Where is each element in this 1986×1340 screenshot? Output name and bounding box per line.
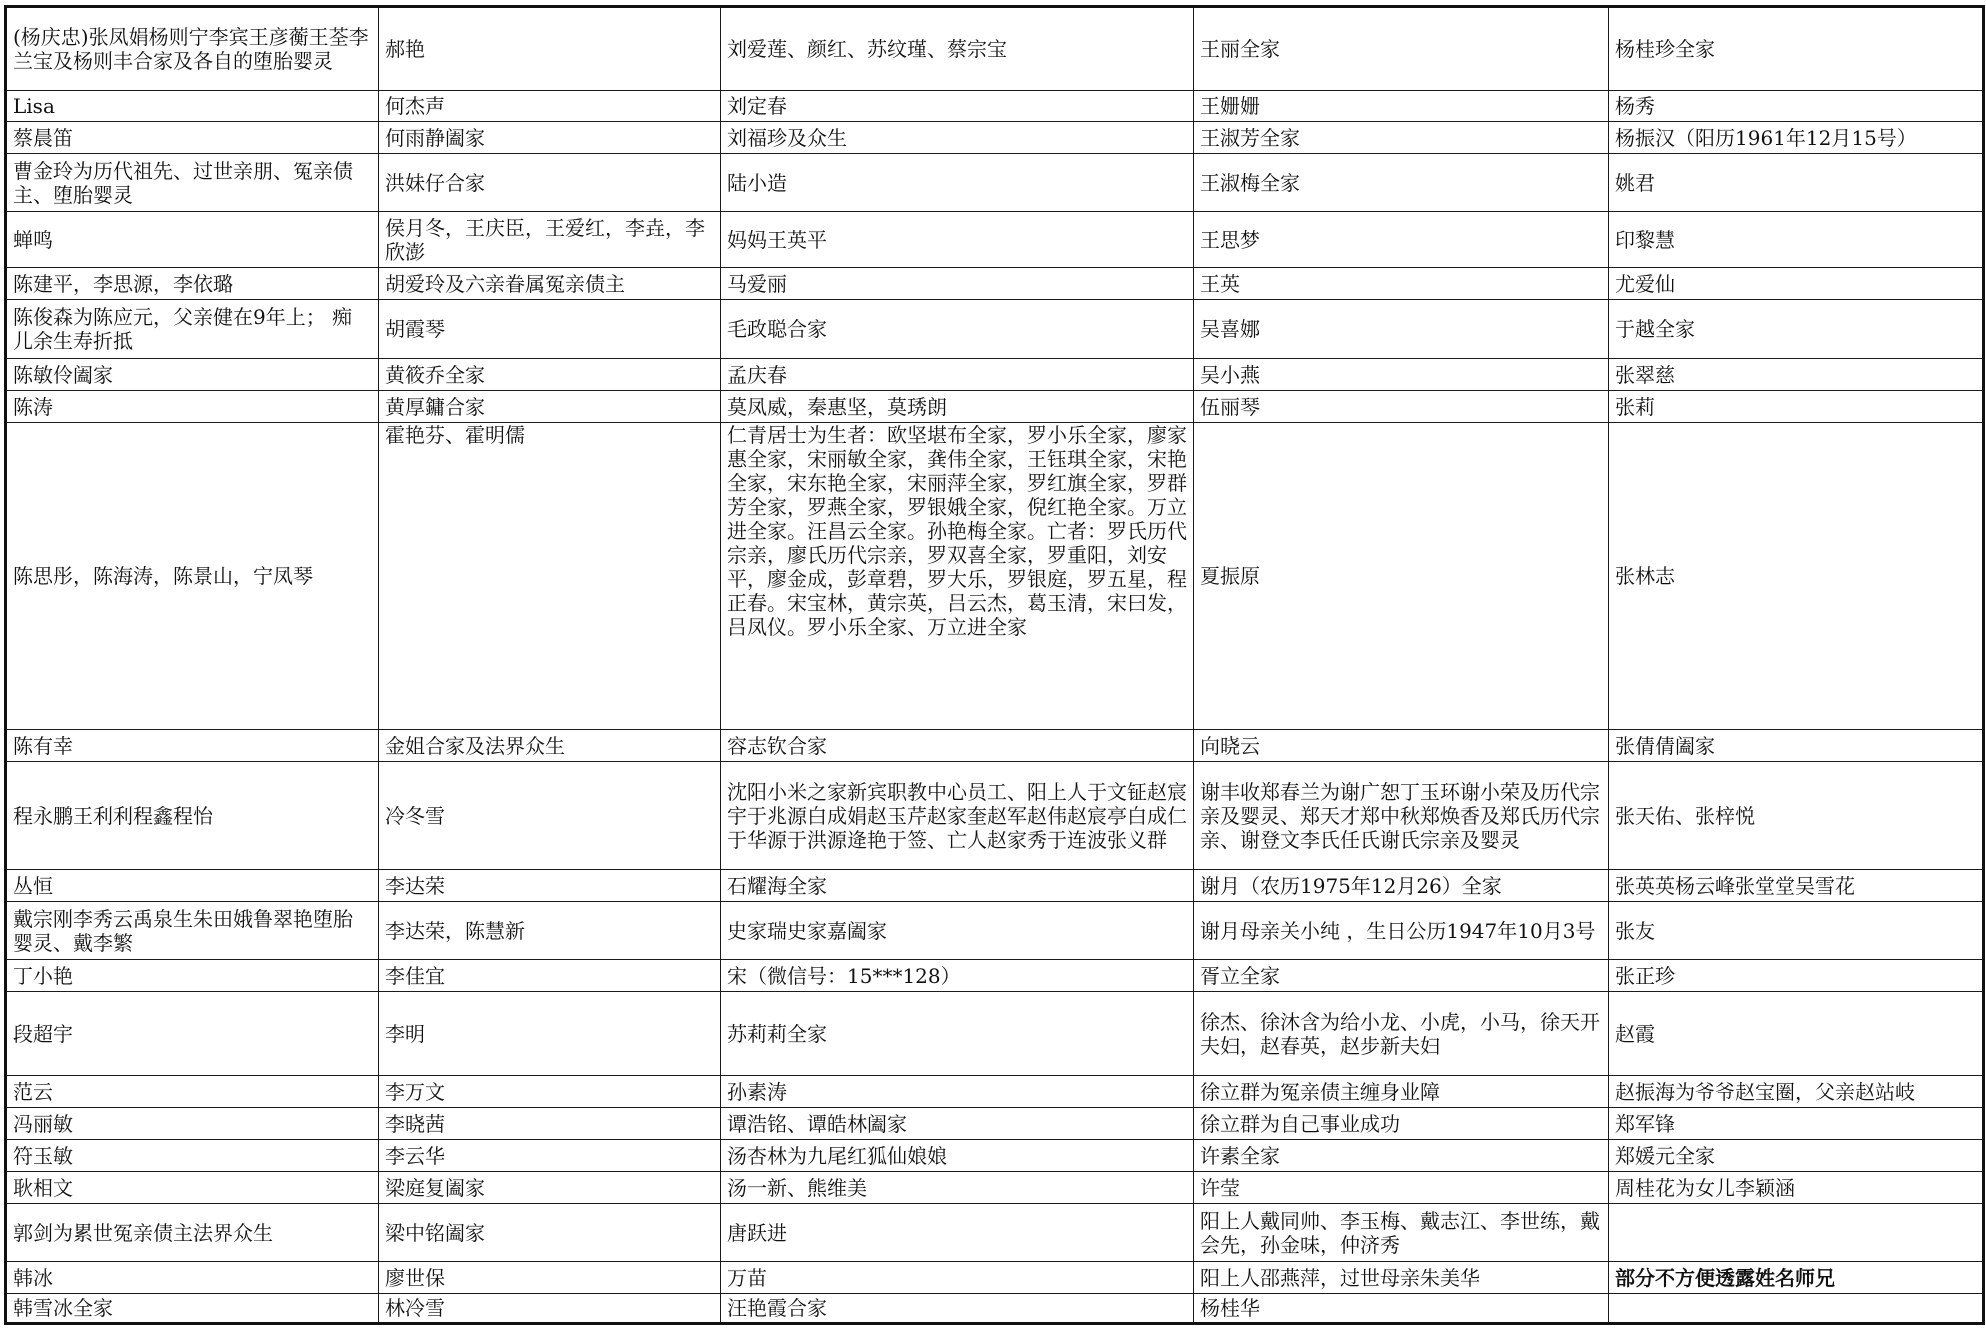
table-cell: 冷冬雪	[379, 762, 721, 870]
table-cell: 蝉鸣	[6, 212, 379, 268]
table-cell: 妈妈王英平	[721, 212, 1194, 268]
dedication-name-table	[4, 5, 1985, 1325]
table-cell: 伍丽琴	[1194, 391, 1609, 423]
table-cell: 耿相文	[6, 1172, 379, 1204]
table-cell: 李万文	[379, 1076, 721, 1108]
table-cell: 韩雪冰全家	[6, 1294, 379, 1324]
table-row	[6, 122, 1984, 154]
table-cell: 毛政聪合家	[721, 300, 1194, 359]
table-cell: 戴宗刚李秀云禹泉生朱田娥鲁翠艳堕胎婴灵、戴李繁	[6, 902, 379, 960]
table-cell: 孟庆春	[721, 359, 1194, 391]
table-row	[6, 300, 1984, 359]
table-cell: 谢月母亲关小纯 ，生日公历1947年10月3号	[1194, 902, 1609, 960]
table-cell: 沈阳小米之家新宾职教中心员工、阳上人于文钲赵宸宇于兆源白成娟赵玉芹赵家奎赵军赵伟赵宸亭白成仁于华源于洪源逄艳于签、亡人赵家秀于连波张义群	[721, 762, 1194, 870]
table-cell: 韩冰	[6, 1262, 379, 1294]
table-cell: 王丽全家	[1194, 7, 1609, 91]
table-cell: 刘爱莲、颜红、苏纹瑾、蔡宗宝	[721, 7, 1194, 91]
table-cell: 郑军锋	[1609, 1108, 1984, 1140]
table-cell: 陈俊森为陈应元，父亲健在9年上； 痴儿余生寿折抵	[6, 300, 379, 359]
table-cell: 张英英杨云峰张堂堂吴雪花	[1609, 870, 1984, 902]
table-cell: 梁中铭阖家	[379, 1204, 721, 1262]
table-cell: 刘福珍及众生	[721, 122, 1194, 154]
table-cell: 徐立群为冤亲债主缠身业障	[1194, 1076, 1609, 1108]
table-cell: 李佳宜	[379, 960, 721, 992]
table-cell: 侯月冬，王庆臣，王爱红，李垚，李欣澎	[379, 212, 721, 268]
table-cell: 姚君	[1609, 154, 1984, 212]
table-cell: 陆小造	[721, 154, 1194, 212]
table-cell: 石耀海全家	[721, 870, 1194, 902]
table-cell: 王思梦	[1194, 212, 1609, 268]
table-cell: 张翠慈	[1609, 359, 1984, 391]
table-cell: 杨桂珍全家	[1609, 7, 1984, 91]
table-cell: 印黎慧	[1609, 212, 1984, 268]
table-cell: (杨庆忠)张凤娟杨则宁李宾王彦蘅王荃李兰宝及杨则丰合家及各自的堕胎婴灵	[6, 7, 379, 91]
table-cell: 刘定春	[721, 91, 1194, 122]
table-cell: 丛恒	[6, 870, 379, 902]
table-cell: 张林志	[1609, 423, 1984, 730]
table-row	[6, 1294, 1984, 1324]
table-cell: 郑媛元全家	[1609, 1140, 1984, 1172]
table-cell: 杨振汉（阳历1961年12月15号）	[1609, 122, 1984, 154]
table-row	[6, 870, 1984, 902]
table-row	[6, 902, 1984, 960]
table-row	[6, 1204, 1984, 1262]
table-cell: 霍艳芬、霍明儒	[379, 423, 721, 730]
table-cell: 陈涛	[6, 391, 379, 423]
table-cell: 孙素涛	[721, 1076, 1194, 1108]
table-row	[6, 762, 1984, 870]
table-cell: 陈思彤，陈海涛，陈景山，宁凤琴	[6, 423, 379, 730]
table-cell: 阳上人邵燕萍，过世母亲朱美华	[1194, 1262, 1609, 1294]
table-row	[6, 423, 1984, 730]
table-cell: 阳上人戴同帅、李玉梅、戴志江、李世练，戴会先，孙金味，仲济秀	[1194, 1204, 1609, 1262]
table-row	[6, 391, 1984, 423]
table-cell: 胡爱玲及六亲眷属冤亲债主	[379, 268, 721, 300]
table-row	[6, 1262, 1984, 1294]
table-cell: 王淑梅全家	[1194, 154, 1609, 212]
table-cell: 程永鹏王利利程鑫程怡	[6, 762, 379, 870]
table-cell: 谭浩铭、谭皓林阖家	[721, 1108, 1194, 1140]
table-cell: 吴喜娜	[1194, 300, 1609, 359]
table-cell: 张正珍	[1609, 960, 1984, 992]
table-cell: 汪艳霞合家	[721, 1294, 1194, 1324]
table-cell: 何雨静阖家	[379, 122, 721, 154]
table-cell: 李达荣，陈慧新	[379, 902, 721, 960]
table-cell: 符玉敏	[6, 1140, 379, 1172]
table-cell: 汤杏林为九尾红狐仙娘娘	[721, 1140, 1194, 1172]
table-cell: 吴小燕	[1194, 359, 1609, 391]
table-cell: 张莉	[1609, 391, 1984, 423]
table-cell: 唐跃进	[721, 1204, 1194, 1262]
table-cell: 赵振海为爷爷赵宝圈，父亲赵站岐	[1609, 1076, 1984, 1108]
table-cell: 胡霞琴	[379, 300, 721, 359]
table-cell: 冯丽敏	[6, 1108, 379, 1140]
table-row	[6, 1076, 1984, 1108]
table-cell: 万苗	[721, 1262, 1194, 1294]
table-row	[6, 1108, 1984, 1140]
table-cell: 丁小艳	[6, 960, 379, 992]
table-cell: 史家瑞史家嘉阖家	[721, 902, 1194, 960]
table-cell: 谢丰收郑春兰为谢广恕丁玉环谢小荣及历代宗亲及婴灵、郑天才郑中秋郑焕香及郑氏历代宗亲、谢登文李氏任氏谢氏宗亲及婴灵	[1194, 762, 1609, 870]
table-cell: 王英	[1194, 268, 1609, 300]
table-cell: 容志钦合家	[721, 730, 1194, 762]
table-row	[6, 154, 1984, 212]
table-row	[6, 992, 1984, 1076]
table-cell: 宋（微信号：15***128）	[721, 960, 1194, 992]
table-cell: 徐立群为自己事业成功	[1194, 1108, 1609, 1140]
table-cell: 许莹	[1194, 1172, 1609, 1204]
table-row	[6, 359, 1984, 391]
table-cell: 陈敏伶阖家	[6, 359, 379, 391]
table-cell: 仁青居士为生者：欧坚堪布全家，罗小乐全家，廖家惠全家，宋丽敏全家，龚伟全家，王钰琪全家，宋艳全家，宋东艳全家，宋丽萍全家，罗红旗全家，罗群芳全家，罗燕全家，罗银娥全家，倪红艳全家。万立进全家。汪昌云全家。孙艳梅全家。亡者：罗氏历代宗亲，廖氏历代宗亲，罗双喜全家，罗重阳，刘安平，廖金成，彭章碧，罗大乐，罗银庭，罗五星，程正春。宋宝林，黄宗英，吕云杰，葛玉清，宋曰发，吕凤仪。罗小乐全家、万立进全家	[721, 423, 1194, 730]
table-cell: 马爱丽	[721, 268, 1194, 300]
table-row	[6, 960, 1984, 992]
table-cell: 陈有幸	[6, 730, 379, 762]
table-cell: Lisa	[6, 91, 379, 122]
table-cell: 梁庭复阖家	[379, 1172, 721, 1204]
table-row	[6, 1172, 1984, 1204]
table-cell: 周桂花为女儿李颖涵	[1609, 1172, 1984, 1204]
table-cell	[1609, 1204, 1984, 1262]
table-cell: 何杰声	[379, 91, 721, 122]
table-cell: 张天佑、张梓悦	[1609, 762, 1984, 870]
table-cell: 金姐合家及法界众生	[379, 730, 721, 762]
table-cell: 赵霞	[1609, 992, 1984, 1076]
table-cell: 汤一新、熊维美	[721, 1172, 1194, 1204]
table-cell: 谢月（农历1975年12月26）全家	[1194, 870, 1609, 902]
table-cell: 苏莉莉全家	[721, 992, 1194, 1076]
table-cell: 洪妹仔合家	[379, 154, 721, 212]
table-cell: 黄厚鏞合家	[379, 391, 721, 423]
table-cell: 郭剑为累世冤亲债主法界众生	[6, 1204, 379, 1262]
table-cell: 李云华	[379, 1140, 721, 1172]
table-cell: 于越全家	[1609, 300, 1984, 359]
table-cell: 王姗姗	[1194, 91, 1609, 122]
table-cell: 尤爱仙	[1609, 268, 1984, 300]
table-row	[6, 268, 1984, 300]
table-cell: 部分不方便透露姓名师兄	[1609, 1262, 1984, 1294]
table-cell: 胥立全家	[1194, 960, 1609, 992]
table-cell: 陈建平，李思源，李依璐	[6, 268, 379, 300]
table-row	[6, 730, 1984, 762]
table-cell: 张友	[1609, 902, 1984, 960]
table-cell: 杨秀	[1609, 91, 1984, 122]
table-cell: 李晓茜	[379, 1108, 721, 1140]
table-cell: 段超宇	[6, 992, 379, 1076]
table-cell: 蔡晨笛	[6, 122, 379, 154]
table-cell: 李达荣	[379, 870, 721, 902]
table-cell: 范云	[6, 1076, 379, 1108]
table-cell: 郝艳	[379, 7, 721, 91]
table-row	[6, 212, 1984, 268]
table-cell: 曹金玲为历代祖先、过世亲朋、冤亲债主、堕胎婴灵	[6, 154, 379, 212]
table-cell: 徐杰、徐沐含为给小龙、小虎，小马，徐天开夫妇，赵春英，赵步新夫妇	[1194, 992, 1609, 1076]
table-cell: 杨桂华	[1194, 1294, 1609, 1324]
table-cell: 张倩倩阖家	[1609, 730, 1984, 762]
table-cell: 莫凤威，秦惠坚，莫琇朗	[721, 391, 1194, 423]
table-cell: 黄筱乔全家	[379, 359, 721, 391]
table-row	[6, 91, 1984, 122]
table-cell: 廖世保	[379, 1262, 721, 1294]
table-cell	[1609, 1294, 1984, 1324]
table-cell: 林冷雪	[379, 1294, 721, 1324]
table-cell: 李明	[379, 992, 721, 1076]
table-cell: 向晓云	[1194, 730, 1609, 762]
table-cell: 王淑芳全家	[1194, 122, 1609, 154]
table-row	[6, 7, 1984, 91]
table-cell: 夏振原	[1194, 423, 1609, 730]
table-row	[6, 1140, 1984, 1172]
table-cell: 许素全家	[1194, 1140, 1609, 1172]
